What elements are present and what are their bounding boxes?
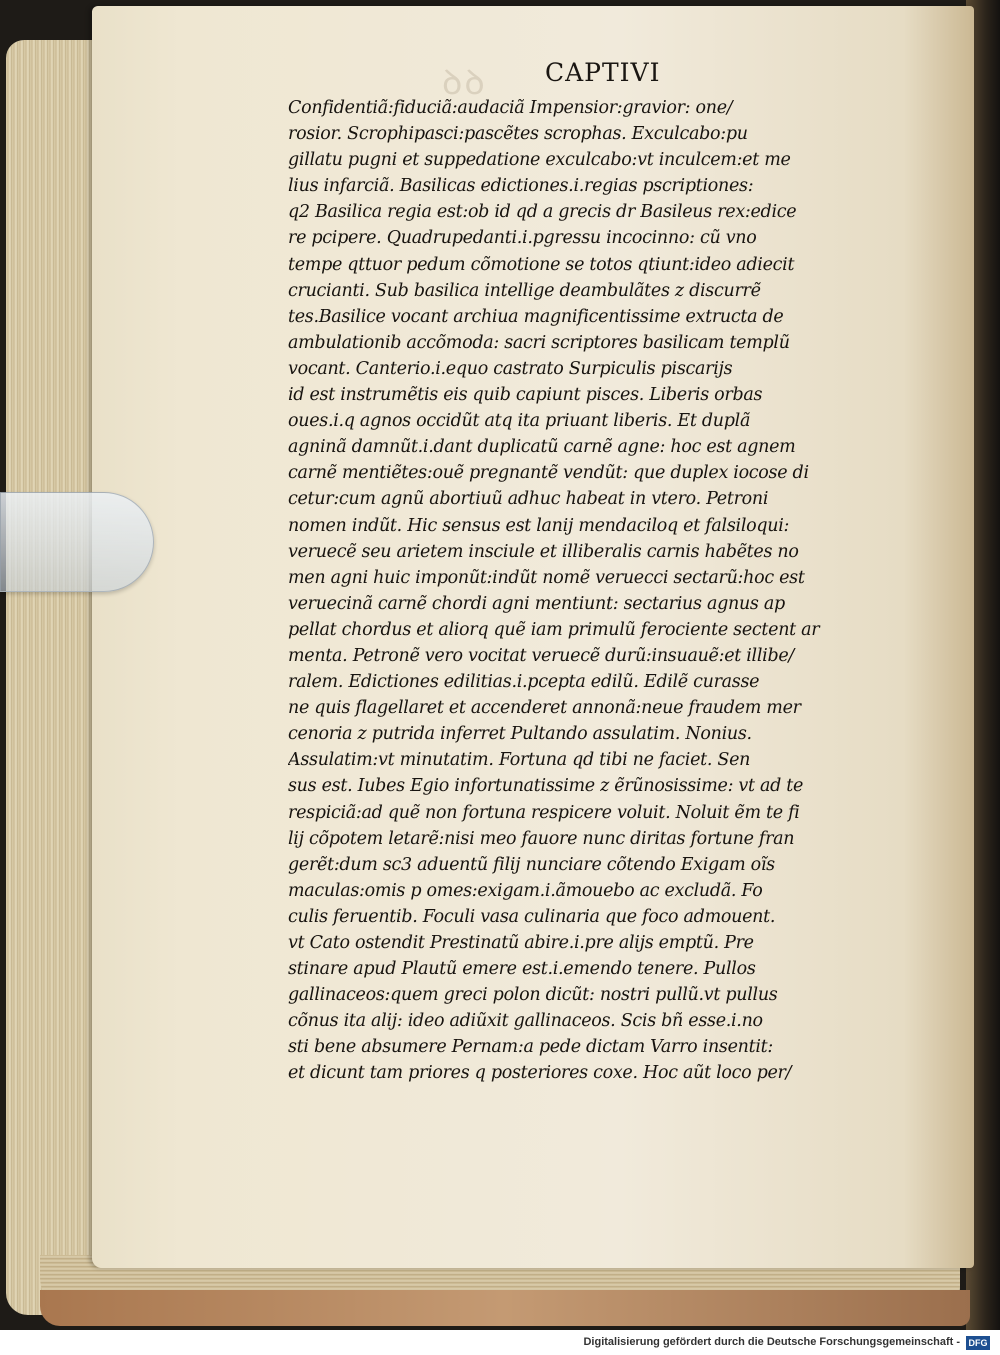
text-line: id est instrumẽtis eis quib capiunt pisces. Liberis orbas: [288, 385, 763, 406]
text-line: q2 Basilica regia est:ob id qd a grecis dr Basileus rex:edice: [288, 202, 797, 223]
dfg-logo: DFG: [966, 1336, 990, 1350]
running-head: CAPTIVI: [545, 58, 661, 87]
text-line: carnẽ mentiẽtes:ouẽ pregnantẽ vendũt: que duplex iocose di: [288, 463, 809, 484]
text-line: ralem. Edictiones edilitias.i.pcepta edilũ. Edilẽ curasse: [288, 672, 760, 693]
text-line: maculas:omis p omes:exigam.i.ãmouebo ac excludã. Fo: [288, 880, 763, 901]
text-line: tes.Basilice vocant archiua magnificentissime extructa de: [288, 306, 784, 327]
text-line: gillatu pugni et suppedatione exculcabo:vt inculcem:et me: [288, 150, 791, 171]
text-line: respiciã:ad quẽ non fortuna respicere voluit. Noluit ẽm te fi: [288, 802, 800, 823]
text-line: Assulatim:vt minutatim. Fortuna qd tibi ne faciet. Sen: [288, 750, 751, 771]
text-line: rosior. Scrophipasci:pascẽtes scrophas. Exculcabo:pu: [288, 124, 748, 145]
leather-cover-edge: [40, 1290, 970, 1326]
text-line: re pcipere. Quadrupedanti.i.pgressu incocinno: cũ vno: [288, 228, 757, 249]
text-line: men agni huic imponũt:indũt nomẽ veruecci sectarũ:hoc est: [288, 567, 805, 588]
text-line: gerẽt:dum sc3 aduentũ filij nunciare cõtendo Exigam oĩs: [288, 854, 775, 875]
text-line: Confidentiã:fiduciã:audaciã Impensior:gravior: one/: [288, 98, 733, 118]
text-line: et dicunt tam priores q posteriores coxe. Hoc aũt loco per/: [288, 1063, 792, 1084]
text-line: ne quis flagellaret et accenderet annonã:neue fraudem mer: [288, 698, 801, 719]
text-line: cõnus ita alij: ideo adiũxit gallinaceos. Scis bñ esse.i.no: [288, 1011, 763, 1032]
text-line: stinare apud Plautũ emere est.i.emendo tenere. Pullos: [288, 959, 756, 980]
show-through-mark: ꝺꝺ: [442, 63, 487, 103]
text-line: crucianti. Sub basilica intellige deambulãtes z discurrẽ: [288, 280, 761, 301]
text-line: cetur:cum agnũ abortiuũ adhuc habeat in vtero. Petroni: [288, 489, 769, 510]
text-line: agninã damnũt.i.dant duplicatũ carnẽ agne: hoc est agnem: [288, 437, 796, 458]
text-line: cenoria z putrida inferret Pultando assulatim. Nonius.: [288, 724, 752, 745]
text-line: menta. Petronẽ vero vocitat veruecẽ durũ:insuauẽ:et illibe/: [288, 645, 795, 666]
text-line: sus est. Iubes Egio infortunatissime z ẽrũnosissime: vt ad te: [288, 776, 804, 797]
text-line: pellat chordus et aliorq quẽ iam primulũ ferociente sectent ar: [288, 619, 820, 640]
text-line: veruecinã carnẽ chordi agni mentiunt: sectarius agnus ap: [288, 593, 785, 614]
text-block: [288, 95, 878, 1087]
text-line: veruecẽ seu arietem insciule et illiberalis carnis habẽtes no: [288, 541, 799, 562]
text-line: nomen indũt. Hic sensus est lanij mendaciloq et falsiloqui:: [288, 515, 790, 536]
text-line: vt Cato ostendit Prestinatũ abire.i.pre alijs emptũ. Pre: [288, 933, 754, 953]
text-line: culis feruentib. Foculi vasa culinaria que foco admouent.: [288, 906, 776, 927]
text-line: oues.i.q agnos occidũt atq ita priuant liberis. Et duplã: [288, 411, 751, 432]
text-line: gallinaceos:quem greci polon dicũt: nostri pullũ.vt pullus: [288, 985, 778, 1006]
text-line: lij cõpotem letarẽ:nisi meo fauore nunc diritas fortune fran: [288, 828, 795, 849]
text-line: tempe qttuor pedum cõmotione se totos qtiunt:ideo adiecit: [288, 254, 795, 275]
text-line: lius infarciã. Basilicas edictiones.i.regias pscriptiones:: [288, 176, 754, 197]
text-line: sti bene absumere Pernam:a pede dictam Varro insentit:: [288, 1037, 773, 1058]
text-line: ambulationib accõmoda: sacri scriptores basilicam templũ: [288, 332, 790, 353]
footer-credit: Digitalisierung gefördert durch die Deutsche Forschungsgemeinschaft -: [583, 1336, 960, 1348]
text-line: vocant. Canterio.i.equo castrato Surpiculis piscarijs: [288, 358, 733, 379]
bookmark-clip: [0, 492, 154, 592]
